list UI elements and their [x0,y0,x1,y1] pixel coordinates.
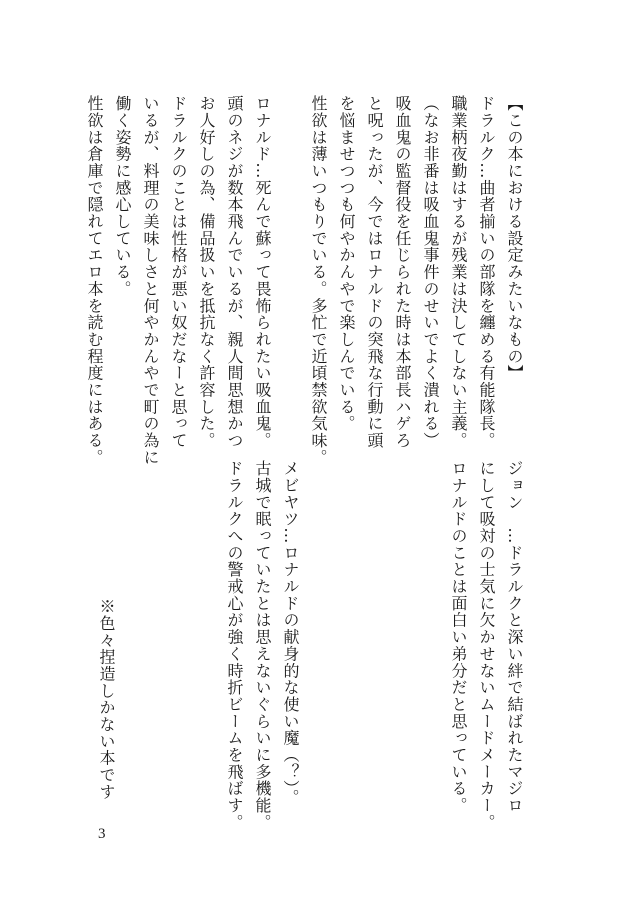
text-line: （なお非番は吸血鬼事件のせいでよく潰れる） [421,95,440,449]
text-line: 職業柄夜勤はするが残業は決してしない主義。 [449,95,468,449]
text-line: 古城で眠っていたとは思えないぐらいに多機能。 [253,460,272,831]
section-heading: 【この本における設定みたいなもの】 [505,95,524,382]
note-text: ※色々捏造しかない本です [97,598,116,801]
text-line: ドラルクのことは性格が悪い奴だなーと思って [169,95,188,449]
text-line: お人好しの為、備品扱いを抵抗なく許容した。 [197,95,216,449]
text-line: 吸血鬼の監督役を任じられた時は本部長ハゲろ [393,95,412,449]
text-line: 頭のネジが数本飛んでいるが、親人間思想かつ [225,95,244,449]
text-line: ドラルクへの警戒心が強く時折ビームを飛ばす。 [225,460,244,831]
text-line: と呪ったが、今ではロナルドの突飛な行動に頭 [365,95,384,449]
text-line: 働く姿勢に感心している。 [113,95,132,298]
text-line: メビヤツ…ロナルドの献身的な使い魔（？）。 [281,460,300,806]
text-line: にして吸対の士気に欠かせないムードメーカー。 [477,460,496,831]
text-line: ロナルド…死んで蘇って畏怖られたい吸血鬼。 [253,95,272,449]
text-line: ロナルドのことは面白い弟分だと思っている。 [449,460,468,814]
page-number: 3 [98,826,106,842]
text-line: ドラルク…曲者揃いの部隊を纏める有能隊長。 [477,95,496,449]
text-line: を悩ませつつも何やかんやで楽しんでいる。 [337,95,356,432]
text-line: いるが、料理の美味しさと何やかんやで町の為に [141,95,160,466]
text-line: 性欲は倉庫で隠れてエロ本を読む程度にはある。 [85,95,104,466]
text-line: 性欲は薄いつもりでいる。多忙で近頃禁欲気味。 [309,95,328,466]
text-line: ジョン …ドラルクと深い絆で結ばれたマジロ [505,460,524,814]
